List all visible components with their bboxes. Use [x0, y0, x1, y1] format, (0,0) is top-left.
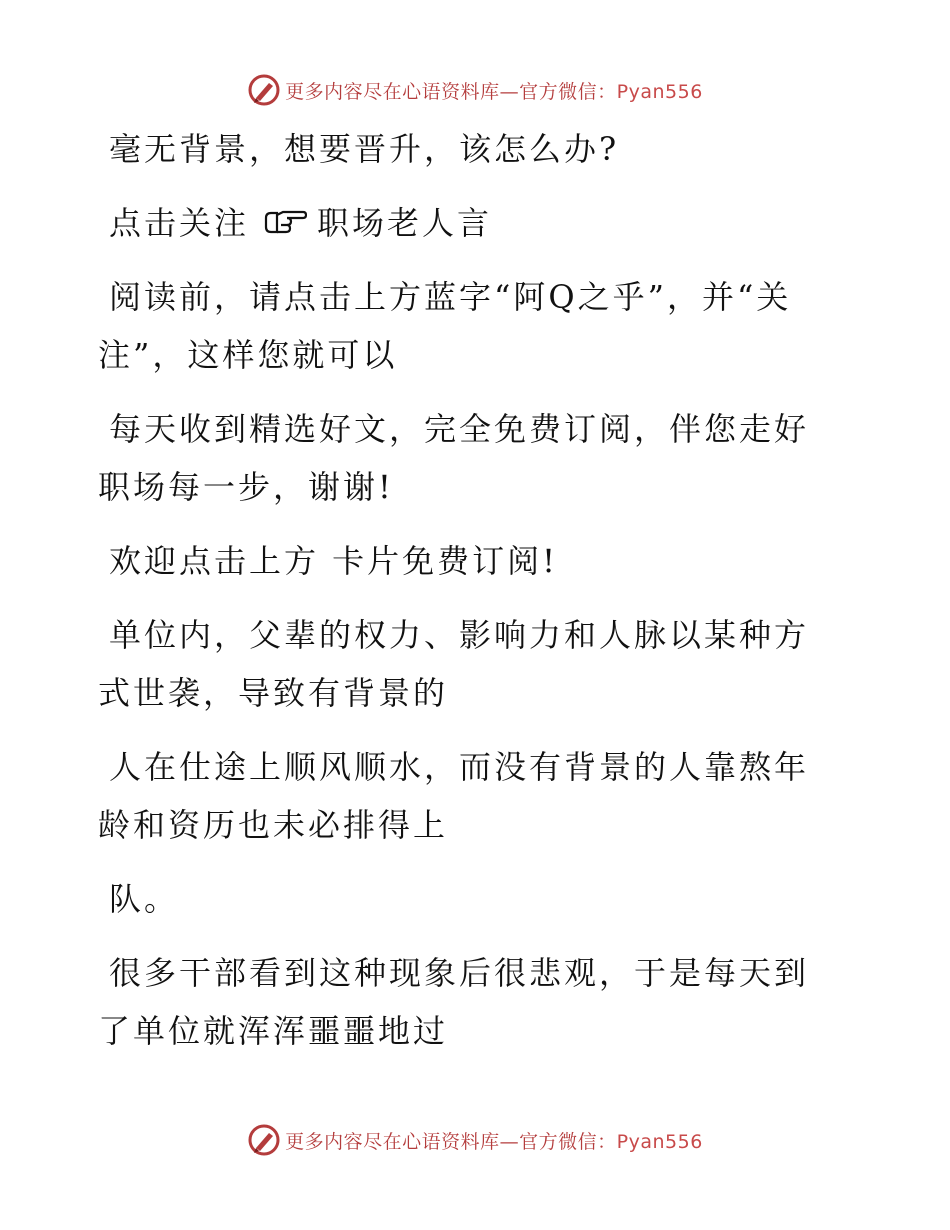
paragraph: 人在仕途上顺风顺水，而没有背景的人靠熬年龄和资历也未必排得上: [98, 748, 810, 844]
paragraph: 阅读前，请点击上方蓝字“阿Q之乎”，并“关注”，这样您就可以: [98, 278, 792, 374]
paragraph: 队。: [109, 880, 180, 918]
follow-line: [98, 194, 838, 252]
pointing-hand-icon: [263, 208, 307, 238]
wechat-id: Pyan556: [616, 1130, 703, 1153]
paragraph: 很多干部看到这种现象后很悲观，于是每天到了单位就浑浑噩噩地过: [98, 954, 810, 1050]
banner-text: 更多内容尽在心语资料库—官方微信：Pyan556: [285, 80, 703, 103]
header-banner: [0, 70, 950, 110]
paragraph: 每天收到精选好文，完全免费订阅，伴您走好职场每一步，谢谢!: [98, 410, 810, 506]
pen-logo-icon: [247, 73, 281, 107]
banner-text: 更多内容尽在心语资料库—官方微信：Pyan556: [285, 1130, 703, 1153]
footer-banner: [0, 1120, 950, 1160]
wechat-id: Pyan556: [616, 80, 703, 103]
pen-logo-icon: [247, 1123, 281, 1157]
article-body: [98, 120, 838, 1076]
follow-prefix: 点击关注: [109, 204, 250, 242]
paragraph: 欢迎点击上方 卡片免费订阅!: [109, 542, 559, 580]
follow-suffix: 职场老人言: [317, 204, 493, 242]
paragraph: 单位内，父辈的权力、影响力和人脉以某种方式世袭，导致有背景的: [98, 616, 810, 712]
article-title: 毫无背景，想要晋升，该怎么办?: [109, 130, 620, 168]
